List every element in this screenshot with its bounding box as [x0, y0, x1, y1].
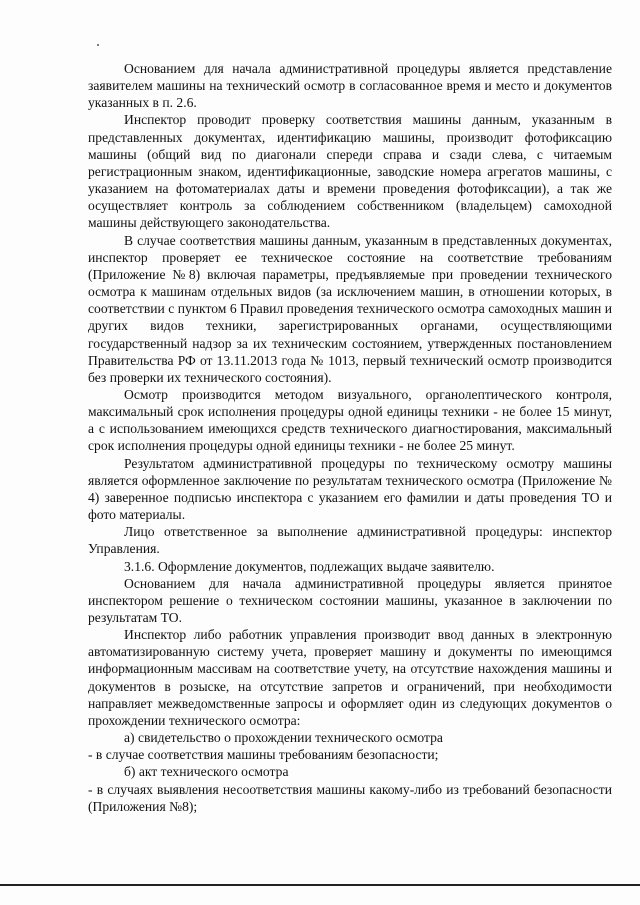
paragraph-inspection-method: Осмотр производится методом визуального, органолептического контроля, максимальный срок исполнения процедуры одной единицы техники - не более 15 минут, а с использованием имеющихся средств технического диагностирования, максимальный срок исполнения процедуры одной единицы техники - не более 25 минут.: [88, 386, 612, 454]
paragraph-responsible: Лицо ответственное за выполнение административной процедуры: инспектор Управления.: [88, 524, 612, 557]
paragraph-data-entry: Инспектор либо работник управления производит ввод данных в электронную автоматизированную систему учета, проверяет машину и документы по имеющимся информационным массивам на соответствие учету, на отсутствие нахождения машины и документов в розыске, на отсутствие запретов и ограничений, при необходимости направляет межведомственные запросы и оформляет один из следующих документов о прохождении технического осмотра:: [88, 627, 612, 728]
document-body: [88, 60, 612, 815]
section-heading: 3.1.6. Оформление документов, подлежащих выдаче заявителю.: [124, 558, 495, 574]
list-item-b: б) акт технического осмотра: [124, 764, 289, 780]
scan-speck: [97, 44, 99, 46]
list-item-a: а) свидетельство о прохождении технического осмотра: [124, 730, 443, 746]
list-item-b-condition: - в случаях выявления несоответствия машины какому-либо из требований безопасности (Приложения №8);: [88, 781, 612, 814]
scan-border-line: [0, 884, 640, 886]
paragraph-inspection: Инспектор проводит проверку соответствия машины данным, указанным в представленных документах, идентификацию машины, производит фотофиксацию машины (общий вид по диагонали спереди справа и сзади слева, с читаемым регистрационным знаком, идентификационные, заводские номера агрегатов машины, с указанием на фотоматериалах даты и времени проведения фотофиксации), а так же осуществляет контроль за соблюдением собственником (владельцем) самоходной машины действующего законодательства.: [88, 112, 612, 231]
list-item-a-condition: - в случае соответствия машины требованиям безопасности;: [88, 747, 439, 763]
paragraph-basis-2: Основанием для начала административной процедуры является принятое инспектором решение о техническом состоянии машины, указанное в заключении по результатам ТО.: [88, 575, 612, 625]
paragraph-technical-state: В случае соответствия машины данным, указанным в представленных документах, инспектор проверяет ее техническое состояние на соответствие требованиям (Приложение №8) включая параметры, предъявляемые при проведении технического осмотра к машинам отдельных видов (за исключением машин, в отношении которых, в соответствии с пунктом 6 Правил проведения технического осмотра самоходных машин и других видов техники, зарегистрированных органами, осуществляющими государственный надзор за их техническим состоянием, утвержденных постановлением Правительства РФ от 13.11.2013 года № 1013, первый технический осмотр производится без проверки их технического состояния).: [88, 232, 612, 385]
paragraph-result: Результатом административной процедуры по техническому осмотру машины является оформленное заключение по результатам технического осмотра (Приложение № 4) заверенное подписью инспектора с указанием его фамилии и даты проведения ТО и фото материалы.: [88, 455, 612, 523]
paragraph-basis: Основанием для начала административной процедуры является представление заявителем машины на технический осмотр в согласованное время и место и документов указанных в п. 2.6.: [88, 61, 612, 111]
